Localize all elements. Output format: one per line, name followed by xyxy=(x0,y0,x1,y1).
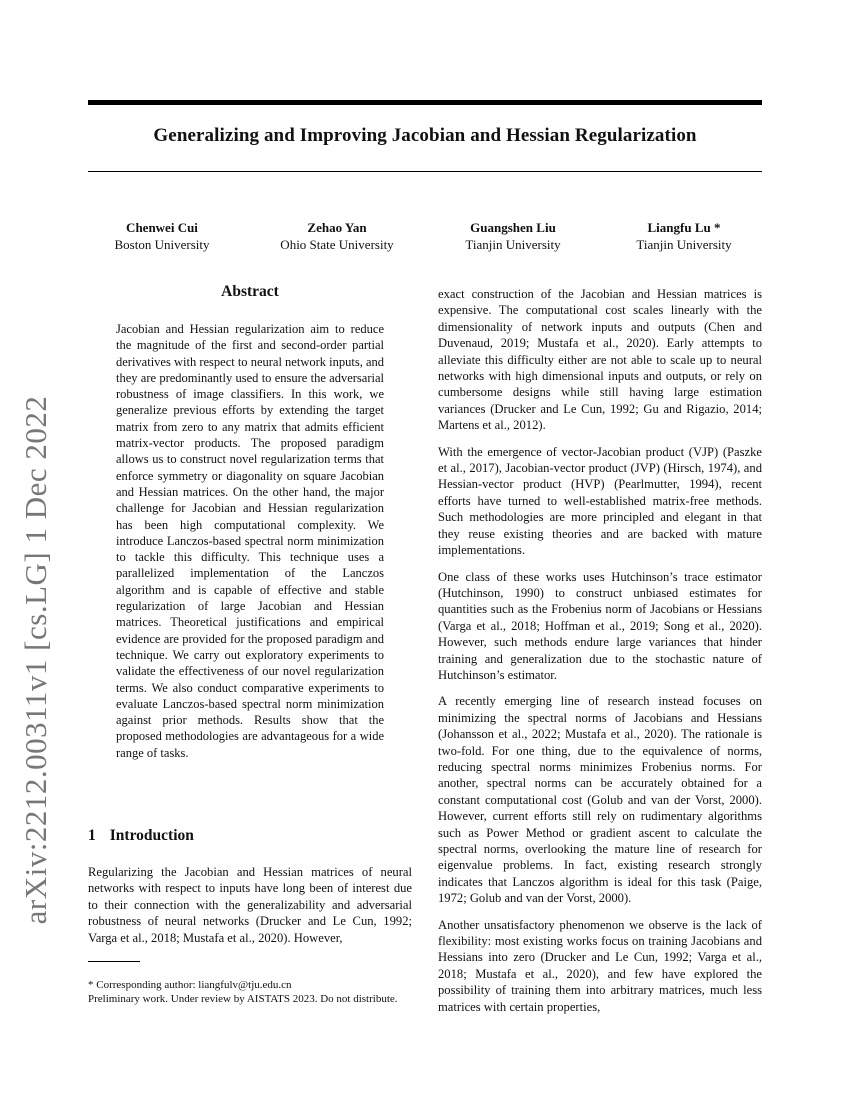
section-title: Introduction xyxy=(109,827,194,844)
section-number: 1 xyxy=(88,827,96,844)
footnote-block xyxy=(88,978,412,1007)
footnote-preliminary-note: Preliminary work. Under review by AISTATS 2023. Do not distribute. xyxy=(88,993,398,1006)
author-affiliation: Tianjin University xyxy=(636,237,732,252)
author-affiliation: Boston University xyxy=(114,237,210,252)
author-4 xyxy=(636,219,731,253)
abstract-text: Jacobian and Hessian regularization aim to reduce the magnitude of the first and second-order partial derivatives with respect to neural network inputs, and they are predominantly used to ensure the adversarial robustness of image classifiers. In this work, we generalize previous efforts by extending the target matrix from zero to any matrix that admits efficient matrix-vector products. The proposed paradigm allows us to construct novel regularization terms that enforce symmetry or diagonality on square Jacobian and Hessian matrices. On the other hand, the major challenge for Jacobian and Hessian regularization has been high computational complexity. We introduce Lanczos-based spectral norm minimization to tackle this difficulty. This technique uses a parallelized implementation of the Lanczos algorithm and is capable of effective and stable regularization of large Jacobian and Hessian matrices. Theoretical justifications and empirical evidence are provided for the proposed paradigm and technique. We carry out exploratory experiments to validate the effectiveness of our novel regularization terms. We also conduct comparative experiments to evaluate Lanczos-based spectral norm minimization against prior methods. Results show that the proposed methodologies are advantageous for a wide range of tasks. xyxy=(116,322,384,760)
author-1 xyxy=(115,219,210,253)
author-affiliation: Ohio State University xyxy=(280,237,394,252)
title-bottom-rule xyxy=(88,171,762,172)
right-column xyxy=(438,286,762,1026)
body-paragraph: A recently emerging line of research instead focuses on minimizing the spectral norms of Jacobians and Hessians (Johansson et al., 2022; Mustafa et al., 2020). The rationale is two-fold. For one thing, due to the equivalence of norms, reducing spectral norms minimizes Frobenius norms. For another, spectral norms can be accurately obtained for a constant computational cost (Golub and van der Vorst, 2000). However, current efforts still rely on rudimentary algorithms such as Power Method or gradient ascent to calculate the spectral norms, overlooking the mature line of research for eigenvalue problems. In fact, existing research strongly indicates that Lanczos algorithm is ideal for this task (Paige, 1972; Golub and van der Vorst, 2000). xyxy=(438,694,762,906)
paper-title: Generalizing and Improving Jacobian and Hessian Regularization xyxy=(153,125,697,146)
author-name: Liangfu Lu * xyxy=(647,220,721,235)
body-paragraph: One class of these works uses Hutchinson’s trace estimator (Hutchinson, 1990) to construct unbiased estimates for quantities such as the Frobenius norm of Jacobians or Hessians (Varga et al., 2018; Hoffman et al., 2019; Song et al., 2020). However, such methods endure large variances that hinder training and generalization due to the stochastic nature of Hutchinson’s estimator. xyxy=(438,569,762,682)
footnote-corresponding-author: * Corresponding author: liangfulv@tju.edu.cn xyxy=(88,979,292,991)
title-top-rule xyxy=(88,100,762,105)
body-paragraph: exact construction of the Jacobian and Hessian matrices is expensive. The computational cost scales linearly with the dimensionality of network inputs and outputs (Chen and Duvenaud, 2019; Mustafa et al., 2020). Early attempts to alleviate this difficulty either are not able to scale up to neural networks with high dimensional inputs and outputs, or rely on cumbersome designs while still having large estimation variances (Drucker and Le Cun, 1992; Gu and Rigazio, 2014; Martens et al., 2012). xyxy=(438,287,762,433)
abstract-heading: Abstract xyxy=(221,283,279,300)
author-affiliation: Tianjin University xyxy=(465,237,561,252)
author-3 xyxy=(465,219,560,253)
author-name: Guangshen Liu xyxy=(470,220,556,235)
author-2 xyxy=(280,219,393,253)
introduction-paragraph: Regularizing the Jacobian and Hessian matrices of neural networks with respect to inputs have long been of interest due to their connection with the generalizability and adversarial robustness of neural networks (Drucker and Le Cun, 1992; Varga et al., 2018; Mustafa et al., 2020). However, xyxy=(88,865,412,945)
arxiv-identifier: arXiv:2212.00311v1 [cs.LG] 1 Dec 2022 xyxy=(18,395,53,925)
author-block xyxy=(88,219,762,259)
footnote-rule xyxy=(88,961,140,962)
section-heading-introduction xyxy=(88,827,194,845)
author-name: Chenwei Cui xyxy=(126,220,198,235)
body-paragraph: With the emergence of vector-Jacobian product (VJP) (Paszke et al., 2017), Jacobian-vector product (JVP) (Hirsch, 1974), and Hessian-vector product (HVP) (Pearlmutter, 1994), recent efforts have turned to well-established matrix-free methods. Such methodologies are more principled and elegant in that they reuse existing theories and are backed with mature implementations. xyxy=(438,444,762,558)
arxiv-watermark xyxy=(18,395,53,925)
author-name: Zehao Yan xyxy=(307,220,367,235)
body-paragraph: Another unsatisfactory phenomenon we observe is the lack of flexibility: most existing works focus on training Jacobians and Hessians into zero (Drucker and Le Cun, 1992; Varga et al., 2018; Mustafa et al., 2020), and few have explored the possibility of training them into arbitrary matrices, much less matrices with certain properties, xyxy=(438,917,762,1014)
